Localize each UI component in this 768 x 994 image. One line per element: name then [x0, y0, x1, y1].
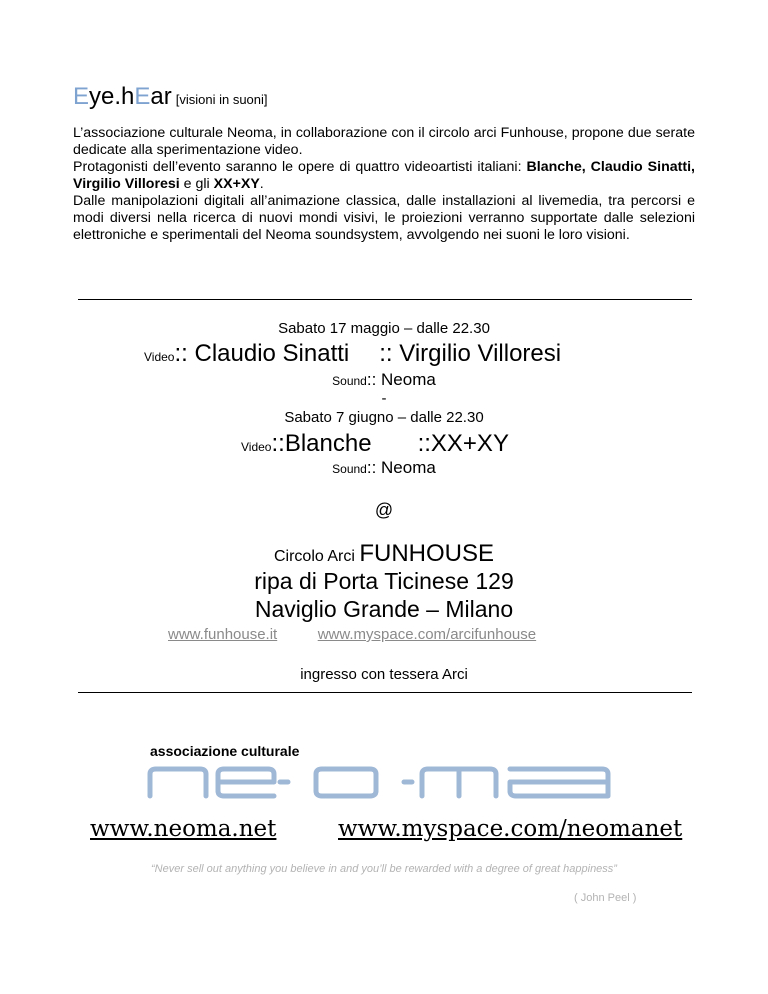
intro-paragraph — [73, 159, 695, 193]
divider — [78, 692, 692, 693]
title-part: ye.h — [89, 83, 135, 110]
artist-virgilio-villoresi: :: Virgilio Villoresi — [379, 340, 562, 367]
neoma-logo — [146, 764, 612, 805]
event2-video-line — [241, 430, 509, 458]
venue-prefix: Circolo Arci — [273, 548, 355, 565]
page-title — [73, 83, 268, 111]
intro-text-run: Protagonisti dell’evento saranno le opere di quattro videoartisti italiani: — [73, 159, 527, 175]
event1-date: Sabato 17 maggio – dalle 22.30 — [278, 320, 490, 337]
assoc-label: associazione culturale — [150, 743, 300, 759]
at-symbol: @ — [374, 500, 394, 520]
sound-neoma: :: Neoma — [366, 458, 436, 477]
artist-claudio-sinatti: :: Claudio Sinatti — [174, 340, 350, 367]
quote-author: ( John Peel ) — [574, 892, 637, 904]
venue-area: Naviglio Grande – Milano — [254, 596, 514, 622]
neoma-logo-graphic — [146, 764, 612, 800]
myspace-neomanet-link[interactable]: www.myspace.com/neomanet — [338, 816, 683, 842]
entry-note: ingresso con tessera Arci — [300, 666, 468, 683]
title-letter-e: E — [134, 83, 151, 110]
venue-address: ripa di Porta Ticinese 129 — [254, 568, 514, 594]
event1-video-line — [144, 340, 561, 368]
artist-name-xxxy: XX+XY — [213, 176, 260, 192]
intro-text — [73, 125, 695, 244]
funhouse-link[interactable]: www.funhouse.it — [168, 626, 278, 643]
title-letter-e: E — [73, 83, 90, 110]
myspace-arcifunhouse-link[interactable]: www.myspace.com/arcifunhouse — [317, 626, 537, 643]
sound-label: Sound — [332, 462, 367, 476]
venue-line — [0, 540, 768, 568]
title-subtitle: [visioni in suoni] — [175, 92, 268, 107]
event-separator: - — [381, 390, 387, 407]
event1-sound-line — [0, 370, 768, 390]
video-label: Video — [144, 350, 175, 364]
quote: “Never sell out anything you believe in and you’ll be rewarded with a degree of great happiness” — [151, 863, 617, 875]
intro-paragraph: Dalle manipolazioni digitali all’animazione classica, dalle installazioni al livemedia, tra percorsi e modi diversi nella ricerca di nuovi mondi visivi, le proiezioni verranno supportate dalle selezioni elettroniche e sperimentali del Neoma soundsystem, avvolgendo nei suoni le loro visioni. — [73, 193, 695, 243]
artist-xxxy: ::XX+XY — [417, 430, 509, 457]
sound-neoma: :: Neoma — [366, 370, 436, 389]
neoma-website-link[interactable]: www.neoma.net — [90, 816, 277, 842]
sound-label: Sound — [332, 374, 367, 388]
video-label: Video — [241, 440, 272, 454]
intro-paragraph: L’associazione culturale Neoma, in collaborazione con il circolo arci Funhouse, propone due serate dedicate alla sperimentazione video. — [73, 125, 695, 158]
intro-text-run: . — [259, 176, 264, 192]
artist-blanche: ::Blanche — [271, 430, 372, 457]
venue-name: FUNHOUSE — [359, 540, 495, 567]
event2-date: Sabato 7 giugno – dalle 22.30 — [284, 409, 484, 426]
event2-sound-line — [0, 458, 768, 478]
intro-text-run: e gli — [179, 176, 214, 192]
title-part: ar — [150, 83, 172, 110]
artist-names: Blanche, Claudio Sinatti, Virgilio Villoresi — [73, 159, 695, 192]
venue-links — [168, 626, 536, 644]
divider — [78, 299, 692, 300]
